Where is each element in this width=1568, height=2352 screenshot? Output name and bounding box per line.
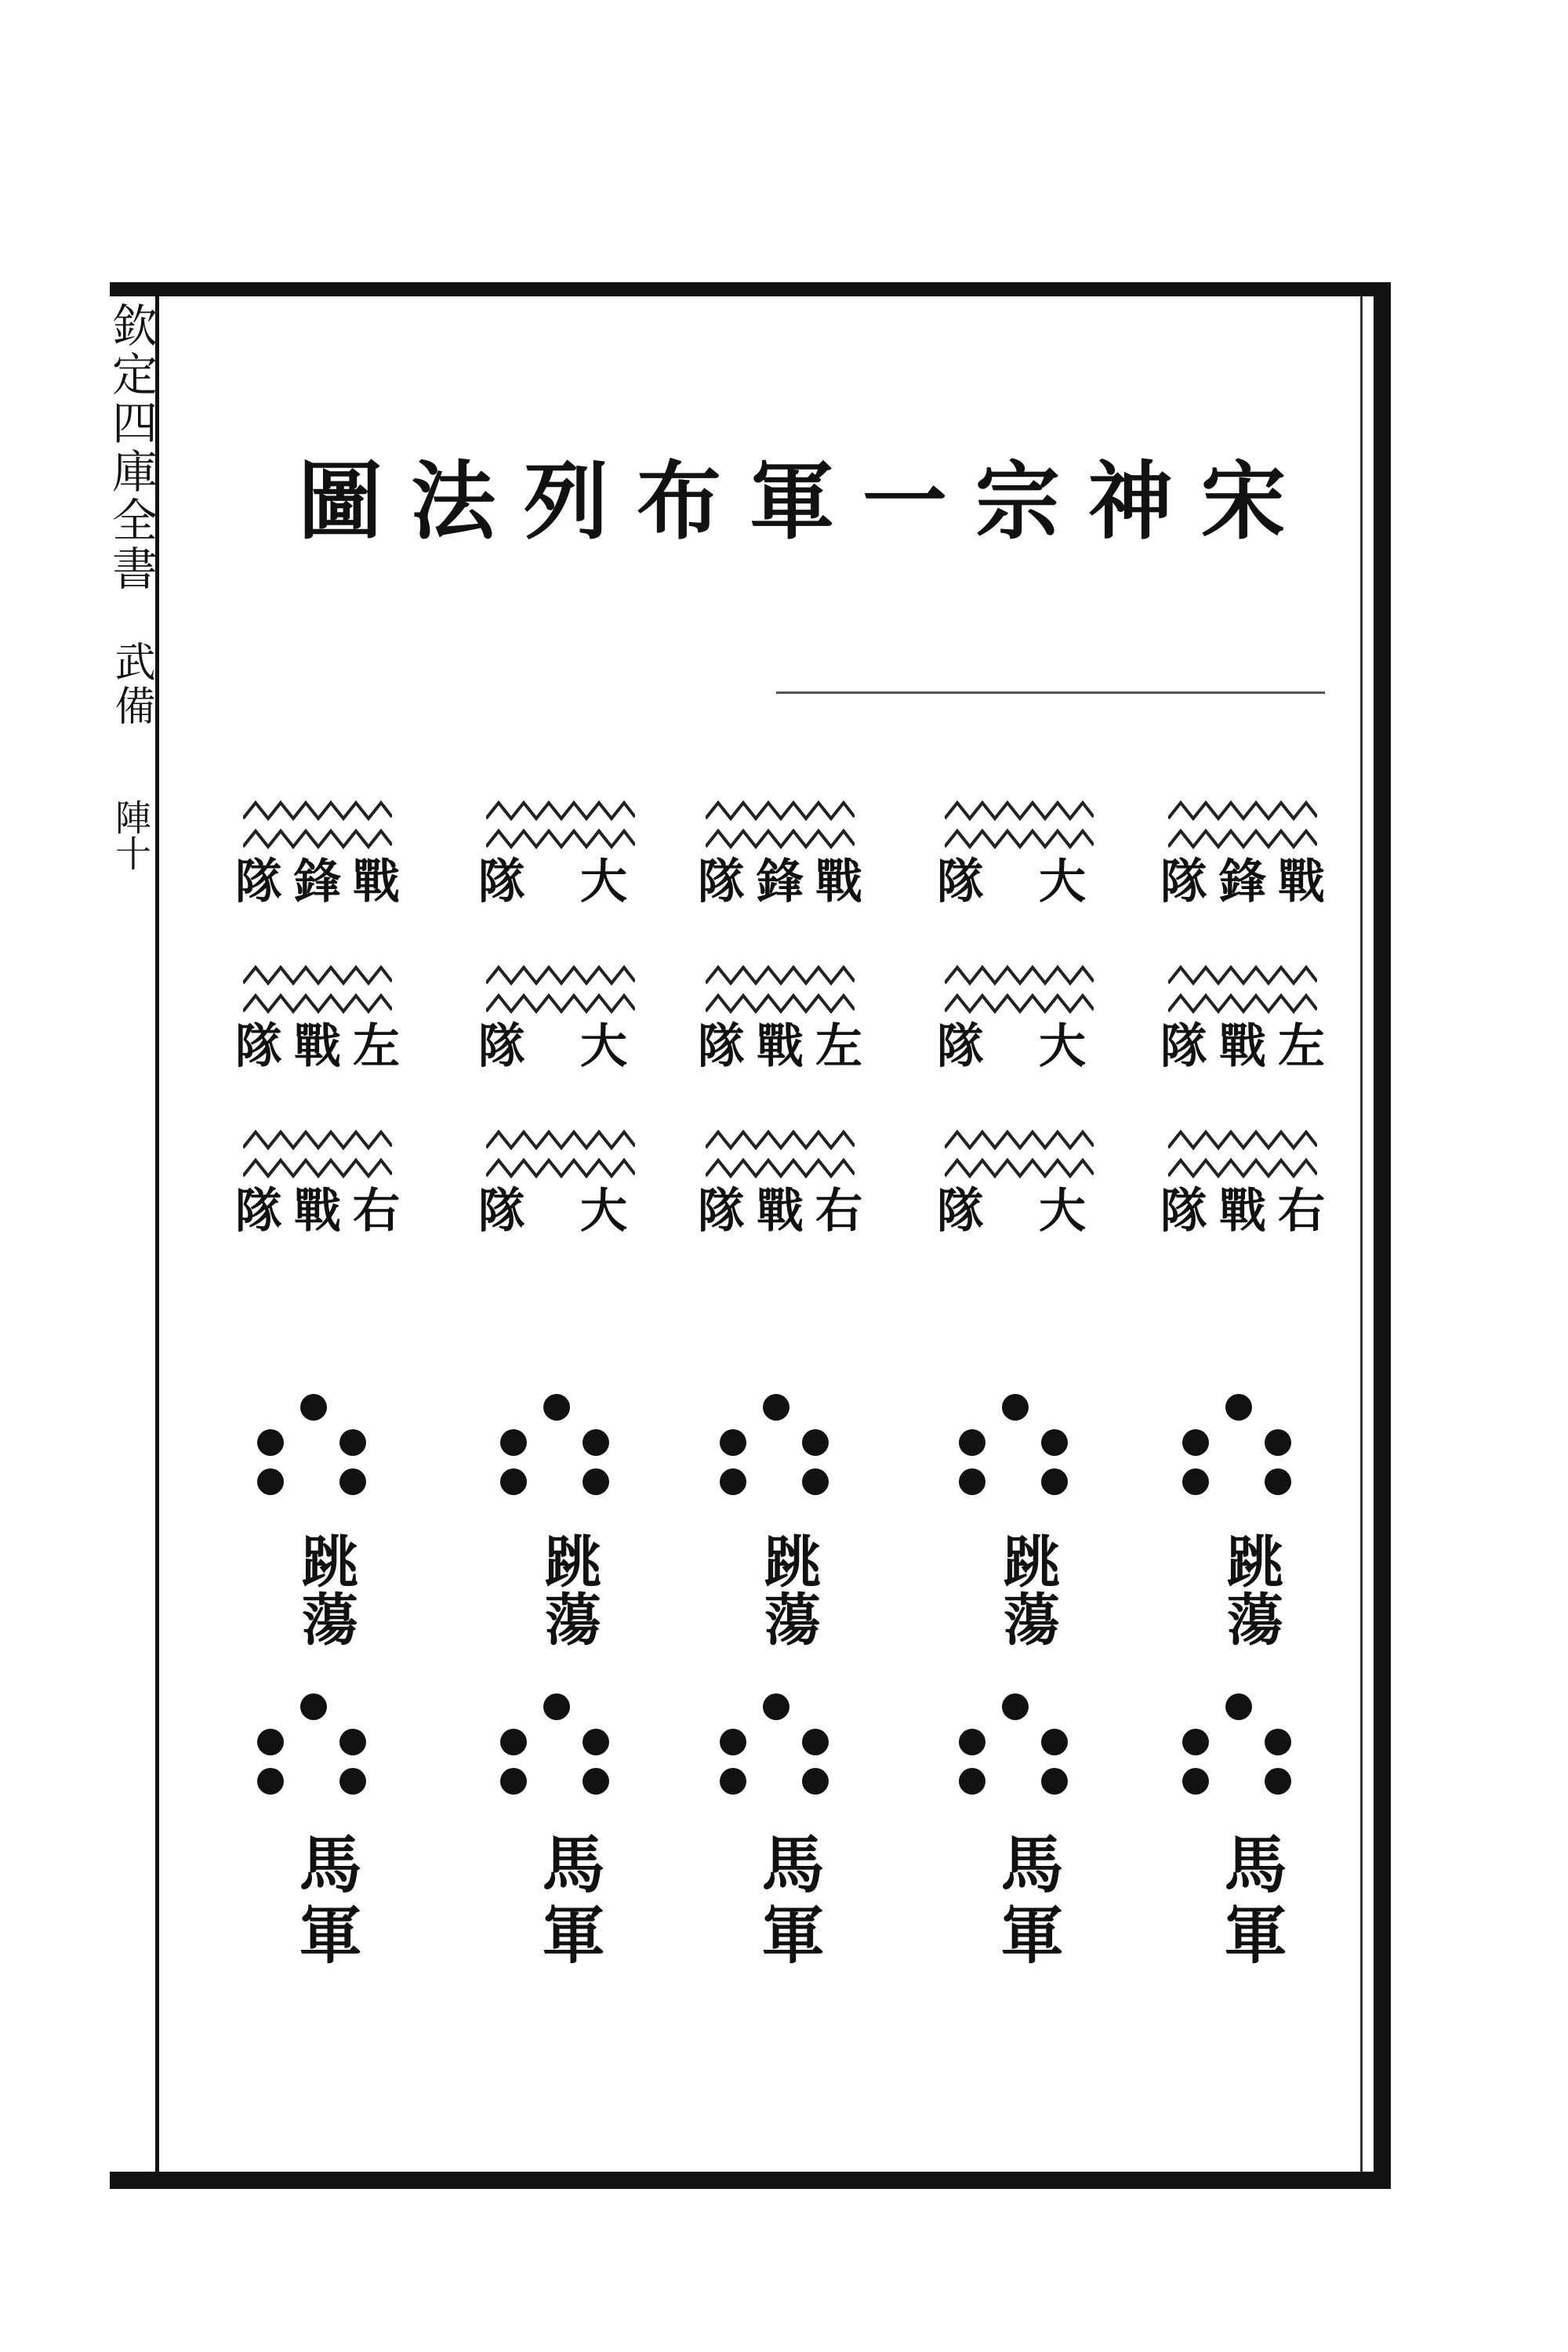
unit-label-char: 隊 [937, 855, 984, 909]
dot-cluster-icon [478, 1664, 635, 1828]
wave-line-icon [1168, 1121, 1317, 1184]
unit-label [937, 1184, 1086, 1243]
cavalry-dot [583, 1729, 609, 1755]
wave-line-icon [243, 792, 392, 855]
cavalry-dot [500, 1429, 527, 1456]
wave-line-icon [706, 956, 855, 1019]
title-char: 列 [523, 452, 608, 551]
cavalry-dot [339, 1729, 366, 1755]
unit-label-char: 隊 [1160, 855, 1207, 909]
cavalry-dot [300, 1394, 327, 1421]
frame-border-top [110, 282, 1391, 296]
unit-label-char: 大 [1039, 855, 1086, 909]
cavalry-dot [300, 1693, 327, 1720]
wave-line-icon [1168, 956, 1317, 1019]
unit-label-char: 戰 [757, 1019, 804, 1074]
cavalry-dot [720, 1429, 746, 1456]
cavalry-dot [1265, 1429, 1291, 1456]
infantry-rank [478, 956, 659, 1121]
infantry-rank [698, 792, 878, 956]
dot-cluster-icon [698, 1664, 855, 1828]
title-char: 神 [1087, 452, 1173, 551]
unit-label-char: 右 [353, 1184, 400, 1239]
cavalry-dot [257, 1768, 284, 1795]
cavalry-label: 馬軍 [990, 1831, 1064, 1973]
cavalry-dot [1041, 1768, 1068, 1795]
unit-label [478, 1019, 627, 1078]
unit-label-char: 鋒 [1219, 855, 1266, 909]
cavalry-dot [1265, 1468, 1291, 1495]
cavalry-dot [763, 1693, 789, 1720]
unit-label-char: 隊 [1160, 1184, 1207, 1239]
unit-label-char: 隊 [235, 1019, 282, 1074]
wave-line-icon [1168, 792, 1317, 855]
dot-cluster-icon [937, 1664, 1094, 1828]
wave-line-icon [945, 956, 1094, 1019]
wave-line-icon [243, 1121, 392, 1184]
unit-label [1160, 1184, 1325, 1243]
unit-label-char: 隊 [235, 855, 282, 909]
unit-label-char: 戰 [1219, 1184, 1266, 1239]
cavalry-label: 馬軍 [1214, 1831, 1287, 1973]
unit-label [478, 855, 627, 913]
cavalry-label: 馬軍 [751, 1831, 825, 1973]
wave-line-icon [945, 792, 1094, 855]
cavalry-label: 馬軍 [532, 1831, 605, 1973]
unit-label-char: 戰 [294, 1019, 341, 1074]
cavalry-dot [763, 1394, 789, 1421]
infantry-rank [937, 1121, 1117, 1286]
unit-label [698, 1019, 862, 1078]
frame-inner-rule [1360, 296, 1363, 2172]
unit-label [698, 1184, 862, 1243]
infantry-rank [478, 1121, 659, 1286]
skirmisher-label: 跳蕩 [1218, 1532, 1284, 1648]
cavalry-dot [1265, 1729, 1291, 1755]
unit-label [478, 1184, 627, 1243]
cavalry-label: 馬軍 [289, 1831, 362, 1973]
cavalry-dot [959, 1468, 985, 1495]
unit-label [937, 855, 1086, 913]
dot-cluster-icon [937, 1364, 1094, 1529]
unit-label [235, 1019, 400, 1078]
unit-label-char: 右 [815, 1184, 862, 1239]
infantry-rank [235, 792, 416, 956]
cavalry-dot [720, 1468, 746, 1495]
cavalry-dot [257, 1468, 284, 1495]
unit-label-char: 隊 [235, 1184, 282, 1239]
title-char: 宋 [1200, 452, 1286, 551]
formation-column [937, 792, 1117, 1973]
unit-label-char: 左 [815, 1019, 862, 1074]
unit-label-char: 隊 [937, 1019, 984, 1074]
wave-line-icon [486, 792, 635, 855]
infantry-rank [937, 792, 1117, 956]
unit-label-char: 鋒 [294, 855, 341, 909]
cavalry-dot [1041, 1429, 1068, 1456]
cavalry-dot [543, 1693, 570, 1720]
skirmisher-label: 跳蕩 [994, 1532, 1061, 1648]
frame-border-right [1374, 282, 1391, 2189]
margin-book-title: 欽定四庫全書 [104, 302, 158, 593]
title-char: 軍 [749, 452, 834, 551]
cavalry-dot [959, 1768, 985, 1795]
unit-label-char: 右 [1278, 1184, 1325, 1239]
cavalry-dot [543, 1394, 570, 1421]
infantry-rank [1160, 956, 1341, 1121]
unit-label-char: 隊 [478, 855, 525, 909]
unit-label [1160, 855, 1325, 913]
unit-label-char: 隊 [937, 1184, 984, 1239]
unit-label-char: 隊 [478, 1019, 525, 1074]
unit-label-char: 戰 [1219, 1019, 1266, 1074]
infantry-rank [235, 956, 416, 1121]
cavalry-dot [339, 1429, 366, 1456]
unit-label [235, 1184, 400, 1243]
cavalry-dot [802, 1768, 829, 1795]
cavalry-dot [257, 1429, 284, 1456]
cavalry-dot [1182, 1729, 1209, 1755]
unit-label-char: 大 [580, 1019, 627, 1074]
dot-cluster-icon [1160, 1664, 1317, 1828]
formation-column [698, 792, 878, 1973]
dot-cluster-icon [1160, 1364, 1317, 1529]
unit-label [235, 855, 400, 913]
cavalry-dot [1225, 1693, 1252, 1720]
margin-chapter: 陣十 [110, 799, 152, 871]
unit-label-char: 戰 [757, 1184, 804, 1239]
unit-label-char: 大 [1039, 1019, 1086, 1074]
infantry-rank [937, 956, 1117, 1121]
unit-label-char: 大 [580, 1184, 627, 1239]
cavalry-dot [1002, 1394, 1029, 1421]
dot-cluster-icon [235, 1664, 392, 1828]
skirmisher-label: 跳蕩 [292, 1532, 359, 1648]
unit-label-char: 戰 [294, 1184, 341, 1239]
infantry-rank [698, 1121, 878, 1286]
cavalry-dot [583, 1468, 609, 1495]
infantry-rank [235, 1121, 416, 1286]
formation-column [235, 792, 416, 1973]
title-char: 布 [636, 452, 721, 551]
cavalry-dot [1002, 1693, 1029, 1720]
infantry-rank [1160, 792, 1341, 956]
cavalry-dot [1182, 1768, 1209, 1795]
title-char: 法 [410, 452, 495, 551]
unit-label-char: 鋒 [757, 855, 804, 909]
cavalry-dot [959, 1429, 985, 1456]
title-char: 圖 [298, 452, 383, 551]
cavalry-dot [720, 1729, 746, 1755]
infantry-rank [1160, 1121, 1341, 1286]
wave-line-icon [243, 956, 392, 1019]
title-char: 一 [862, 452, 947, 551]
formation-column [478, 792, 659, 1973]
wave-line-icon [706, 1121, 855, 1184]
dot-cluster-icon [698, 1364, 855, 1529]
unit-label-char: 左 [353, 1019, 400, 1074]
frame-border-bottom [110, 2172, 1391, 2189]
unit-label-char: 隊 [698, 855, 745, 909]
unit-label-char: 隊 [698, 1184, 745, 1239]
unit-label [937, 1019, 1086, 1078]
unit-label-char: 大 [580, 855, 627, 909]
cavalry-dot [720, 1768, 746, 1795]
skirmisher-label: 跳蕩 [535, 1532, 602, 1648]
unit-label-char: 戰 [815, 855, 862, 909]
skirmisher-label: 跳蕩 [755, 1532, 822, 1648]
cavalry-dot [1225, 1394, 1252, 1421]
dot-cluster-icon [235, 1364, 392, 1529]
wave-line-icon [486, 1121, 635, 1184]
cavalry-dot [802, 1468, 829, 1495]
cavalry-dot [500, 1768, 527, 1795]
cavalry-dot [583, 1429, 609, 1456]
unit-label-char: 大 [1039, 1184, 1086, 1239]
cavalry-dot [802, 1729, 829, 1755]
cavalry-dot [257, 1729, 284, 1755]
wave-line-icon [706, 792, 855, 855]
cavalry-dot [500, 1729, 527, 1755]
formation-column [1160, 792, 1341, 1973]
cavalry-dot [1265, 1768, 1291, 1795]
cavalry-dot [583, 1768, 609, 1795]
unit-label [698, 855, 862, 913]
cavalry-dot [339, 1768, 366, 1795]
diagram-title [298, 439, 1286, 549]
title-divider [776, 691, 1325, 694]
cavalry-dot [1182, 1429, 1209, 1456]
wave-line-icon [945, 1121, 1094, 1184]
infantry-rank [698, 956, 878, 1121]
infantry-rank [478, 792, 659, 956]
cavalry-dot [1182, 1468, 1209, 1495]
margin-section: 武備 [107, 641, 154, 728]
unit-label-char: 隊 [1160, 1019, 1207, 1074]
unit-label-char: 左 [1278, 1019, 1325, 1074]
cavalry-dot [500, 1468, 527, 1495]
unit-label-char: 隊 [478, 1184, 525, 1239]
cavalry-dot [959, 1729, 985, 1755]
unit-label [1160, 1019, 1325, 1078]
cavalry-dot [1041, 1468, 1068, 1495]
unit-label-char: 戰 [1278, 855, 1325, 909]
margin-running-head [103, 302, 158, 871]
dot-cluster-icon [478, 1364, 635, 1529]
unit-label-char: 隊 [698, 1019, 745, 1074]
cavalry-dot [1041, 1729, 1068, 1755]
cavalry-dot [339, 1468, 366, 1495]
unit-label-char: 戰 [353, 855, 400, 909]
cavalry-dot [802, 1429, 829, 1456]
wave-line-icon [486, 956, 635, 1019]
title-char: 宗 [975, 452, 1060, 551]
